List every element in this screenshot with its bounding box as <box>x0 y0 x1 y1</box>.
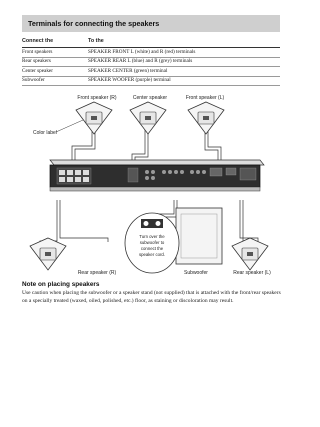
rear-speaker-l <box>232 238 268 270</box>
callout-line: subwoofer to <box>139 240 165 245</box>
table-cell: Rear speakers <box>22 57 88 66</box>
label-subwoofer: Subwoofer <box>184 270 208 276</box>
table-row <box>22 76 280 85</box>
table-header-row <box>22 37 280 48</box>
table-row <box>22 67 280 76</box>
column-header: To the <box>88 37 280 48</box>
rear-speaker-r <box>30 238 66 270</box>
front-speaker-l <box>188 102 224 134</box>
table-row <box>22 57 280 66</box>
color-label-leader <box>56 120 83 132</box>
label-rear-speaker-l: Rear speaker (L) <box>233 270 271 276</box>
table-cell: SPEAKER WOOFER (purple) terminal <box>88 76 280 85</box>
note-title: Note on placing speakers <box>22 281 100 288</box>
receiver-rear-panel <box>50 160 264 191</box>
subwoofer-terminal-callout <box>125 213 179 273</box>
center-speaker <box>130 102 166 134</box>
section-header <box>22 15 280 32</box>
table-cell: Subwoofer <box>22 76 88 85</box>
table-cell: SPEAKER FRONT L (white) and R (red) terminals <box>88 48 280 57</box>
label-color-label: Color label <box>33 130 57 136</box>
label-rear-speaker-r: Rear speaker (R) <box>77 270 117 276</box>
subwoofer <box>176 208 222 264</box>
column-header: Connect the <box>22 37 88 48</box>
table-cell: Front speakers <box>22 48 88 57</box>
label-front-speaker-l: Front speaker (L) <box>185 95 225 101</box>
label-center-speaker: Center speaker <box>132 95 168 101</box>
callout-line: connect the <box>140 246 164 251</box>
note-body: Use caution when placing the subwoofer or a speaker stand (not supplied) that is attached with the front/rear speakers on a specially treated (waxed, oiled, polished, etc.) floor, as staining or discoloration may result. <box>22 290 281 304</box>
terminals-table <box>22 37 280 86</box>
label-front-speaker-r: Front speaker (R) <box>77 95 117 101</box>
table-row <box>22 48 280 57</box>
speaker-connection-diagram <box>0 88 300 276</box>
callout-line: speaker cord. <box>138 252 166 257</box>
front-speaker-r <box>76 102 112 134</box>
table-cell: SPEAKER CENTER (green) terminal <box>88 67 280 76</box>
section-title: Terminals for connecting the speakers <box>28 19 160 28</box>
table-cell: Center speaker <box>22 67 88 76</box>
table-cell: SPEAKER REAR L (blue) and R (grey) terminals <box>88 57 280 66</box>
callout-line: Turn over the <box>139 234 165 239</box>
